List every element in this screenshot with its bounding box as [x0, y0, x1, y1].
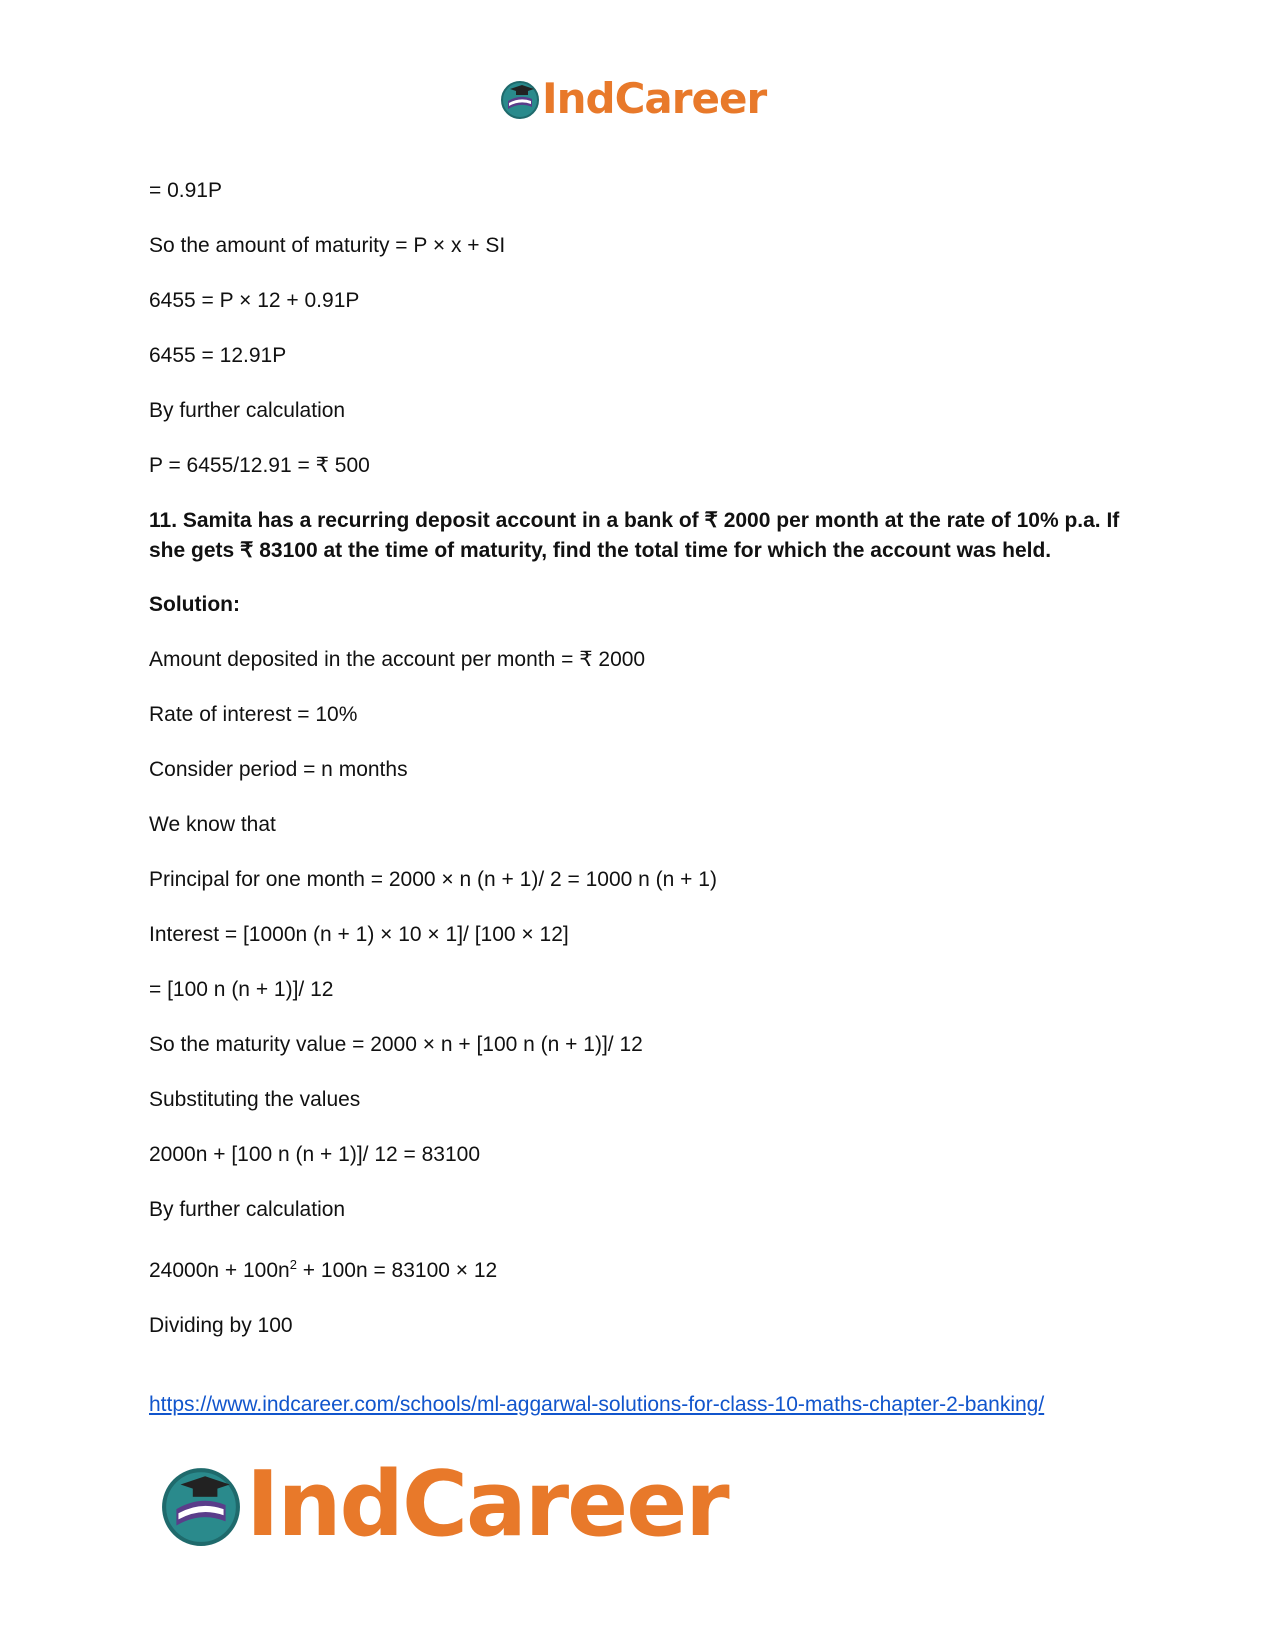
- equation-part: + 100n = 83100 × 12: [296, 1259, 498, 1282]
- text-line: Consider period = n months: [149, 758, 408, 781]
- text-line: Amount deposited in the account per month = ₹ 2000: [149, 648, 646, 671]
- equation-part: 24000n + 100n: [149, 1259, 290, 1282]
- text-line: P = 6455/12.91 = ₹ 500: [149, 454, 370, 477]
- exponent: 2: [289, 1257, 297, 1272]
- text-line: So the amount of maturity = P × x + SI: [149, 234, 506, 257]
- text-line: So the maturity value = 2000 × n + [100 n (n + 1)]/ 12: [149, 1033, 643, 1056]
- document-body: [149, 176, 1134, 1366]
- text-line: 6455 = P × 12 + 0.91P: [149, 289, 360, 312]
- indcareer-logo-bottom: [160, 1452, 728, 1557]
- brand-name: IndCareer: [246, 1452, 728, 1557]
- text-line: = 0.91P: [149, 179, 222, 202]
- text-line: Rate of interest = 10%: [149, 703, 358, 726]
- text-line: Interest = [1000n (n + 1) × 10 × 1]/ [100 × 12]: [149, 923, 569, 946]
- equation-line: [149, 1250, 1134, 1286]
- globe-book-icon: [160, 1464, 242, 1546]
- solution-heading: Solution:: [149, 593, 240, 616]
- globe-book-icon: [500, 79, 540, 119]
- text-line: We know that: [149, 813, 276, 836]
- text-line: 6455 = 12.91P: [149, 344, 287, 367]
- text-line: Substituting the values: [149, 1088, 361, 1111]
- text-line: Principal for one month = 2000 × n (n + 1)/ 2 = 1000 n (n + 1): [149, 868, 717, 891]
- text-line: Dividing by 100: [149, 1314, 293, 1337]
- text-line: 2000n + [100 n (n + 1)]/ 12 = 83100: [149, 1143, 481, 1166]
- text-line: By further calculation: [149, 399, 346, 422]
- text-line: By further calculation: [149, 1198, 346, 1221]
- question-text: 11. Samita has a recurring deposit account in a bank of ₹ 2000 per month at the rate of 10% p.a. If she gets ₹ 83100 at the time of maturity, find the total time for which the account was held.: [149, 509, 1120, 562]
- indcareer-logo-top: [500, 74, 767, 123]
- brand-name: IndCareer: [542, 74, 767, 123]
- source-link[interactable]: https://www.indcareer.com/schools/ml-aggarwal-solutions-for-class-10-maths-chapter-2-banking/: [149, 1393, 1045, 1416]
- text-line: = [100 n (n + 1)]/ 12: [149, 978, 334, 1001]
